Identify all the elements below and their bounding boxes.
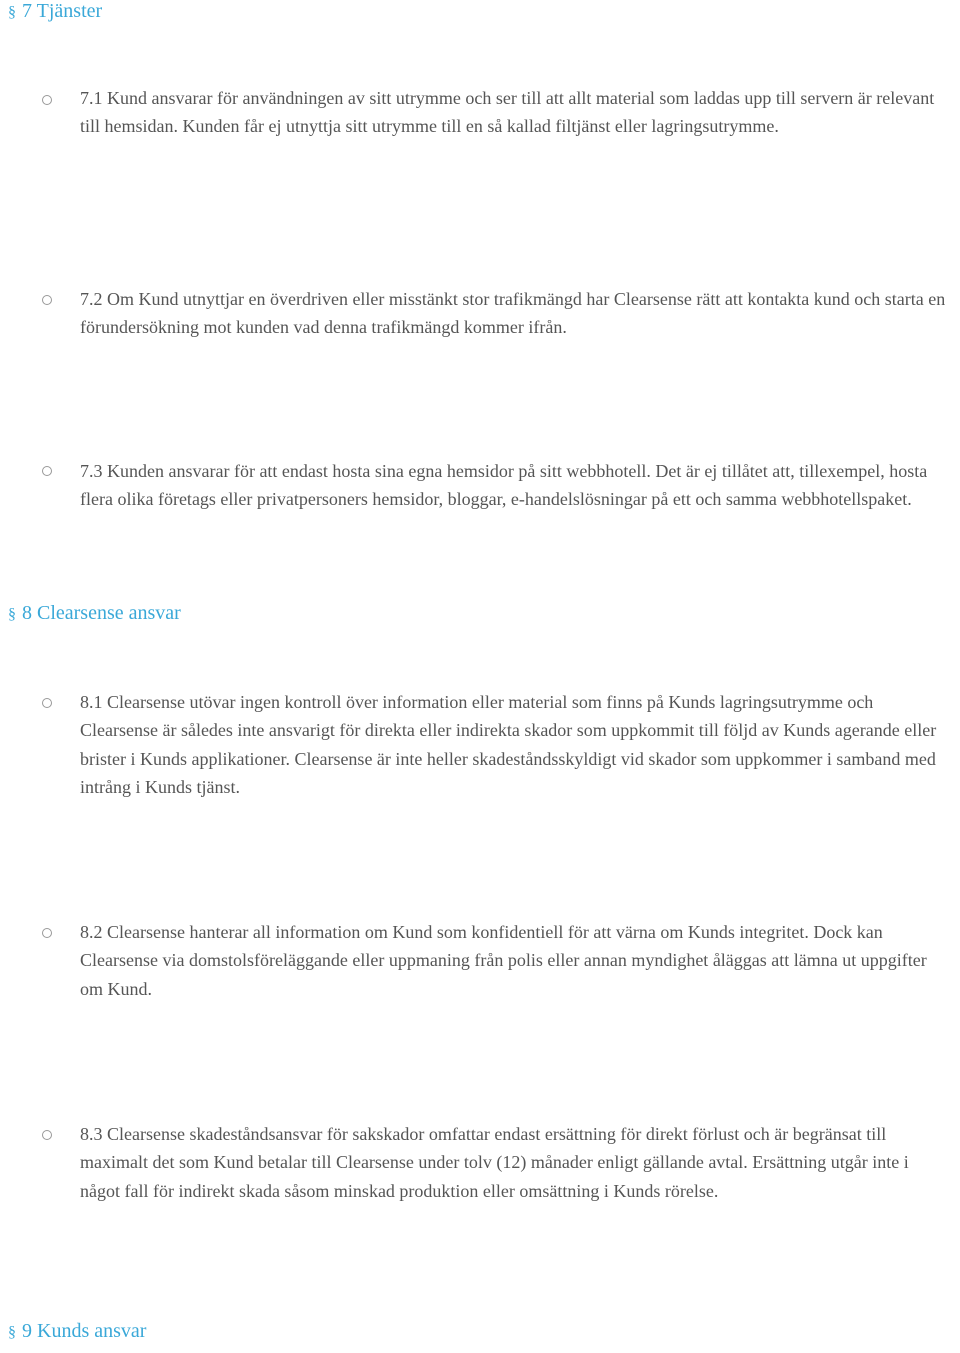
bullet-icon xyxy=(42,928,52,938)
list-item: 8.1 Clearsense utövar ingen kontroll över information eller material som finns på Kunds lagringsutrymme och Clearsense är således inte ansvarigt för direkta eller indirekta skador som uppkommit till följd av Kunds agerande eller brister i Kunds applikationer. Clearsense är inte heller skadeståndsskyldigt vid skador som uppkommer i samband med intrång i Kunds tjänst. xyxy=(80,692,937,798)
bullet-icon xyxy=(42,698,52,708)
section-heading-9 xyxy=(8,1320,146,1343)
bullet-icon xyxy=(42,1130,52,1140)
list-item: 8.2 Clearsense hanterar all information om Kund som konfidentiell för att värna om Kunds integritet. Dock kan Clearsense via domstolsföreläggande eller uppmaning från polis eller annan myndighet åläggas att lämna ut uppgifter om Kund. xyxy=(80,922,927,999)
section-heading-7 xyxy=(8,0,102,23)
section-icon: § xyxy=(8,1324,16,1341)
list-item: 8.3 Clearsense skadeståndsansvar för sakskador omfattar endast ersättning för direkt förlust och är begränsat till maximalt det som Kund betalar till Clearsense under tolv (12) månader enligt gällande avtal. Ersättning utgår inte i något fall för indirekt skada såsom minskad produktion eller omsättning i Kunds rörelse. xyxy=(80,1124,909,1201)
bullet-icon xyxy=(42,295,52,305)
list-item: 7.3 Kunden ansvarar för att endast hosta sina egna hemsidor på sitt webbhotell. Det är ej tillåtet att, tillexempel, hosta flera olika företags eller privatpersoners hemsidor, bloggar, e-handelslösningar på ett och samma webbhotellspaket. xyxy=(80,461,928,510)
bullet-icon xyxy=(42,95,52,105)
list-item: 7.2 Om Kund utnyttjar en överdriven eller misstänkt stor trafikmängd har Clearsense rätt att kontakta kund och starta en förundersökning mot kunden vad denna trafikmängd kommer ifrån. xyxy=(80,289,946,338)
list-item: 7.1 Kund ansvarar för användningen av sitt utrymme och ser till att allt material som laddas upp till servern är relevant till hemsidan. Kunden får ej utnyttja sitt utrymme till en så kallad filtjänst eller lagringsutrymme. xyxy=(80,88,935,137)
section-title: 9 Kunds ansvar xyxy=(22,1320,147,1342)
bullet-icon xyxy=(42,466,52,476)
section-icon: § xyxy=(8,606,16,623)
section-heading-8 xyxy=(8,602,181,625)
section-title: 8 Clearsense ansvar xyxy=(22,602,181,624)
section-icon: § xyxy=(8,4,16,21)
section-title: 7 Tjänster xyxy=(22,0,103,22)
